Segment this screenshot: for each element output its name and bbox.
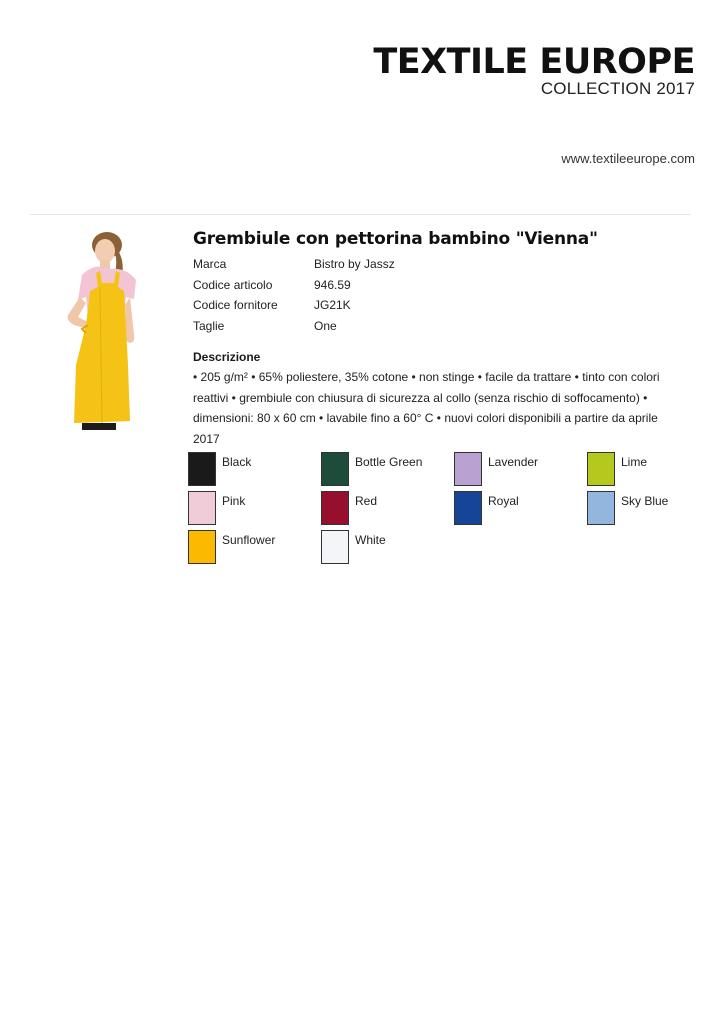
description-heading: Descrizione bbox=[193, 349, 261, 364]
spec-row-article-code bbox=[193, 275, 693, 296]
spec-value: JG21K bbox=[314, 298, 351, 313]
spec-value: One bbox=[314, 319, 337, 334]
spec-row-supplier-code bbox=[193, 295, 693, 316]
spec-value: 946.59 bbox=[314, 277, 351, 292]
swatch-box bbox=[188, 452, 216, 486]
swatch-box bbox=[321, 491, 349, 525]
swatch-label: Lime bbox=[621, 455, 648, 469]
swatch-label: Red bbox=[355, 494, 378, 508]
spec-label: Codice fornitore bbox=[193, 298, 278, 313]
brand-logo bbox=[373, 42, 695, 98]
brand-title: TEXTILE EUROPE bbox=[373, 42, 695, 82]
color-swatch bbox=[321, 530, 454, 564]
spec-row-brand bbox=[193, 254, 693, 275]
color-swatch bbox=[587, 491, 707, 525]
color-swatch bbox=[188, 491, 321, 525]
color-swatches bbox=[188, 452, 708, 564]
brand-subtitle: COLLECTION 2017 bbox=[540, 79, 695, 98]
swatch-box bbox=[188, 491, 216, 525]
swatch-label: Bottle Green bbox=[355, 455, 423, 469]
website-link[interactable]: www.textileeurope.com bbox=[561, 151, 695, 166]
spec-label: Marca bbox=[193, 257, 227, 271]
swatch-label: White bbox=[355, 533, 386, 547]
swatch-box bbox=[188, 530, 216, 564]
divider bbox=[30, 214, 691, 215]
spec-value: Bistro by Jassz bbox=[314, 257, 395, 271]
color-swatch bbox=[188, 530, 321, 564]
swatch-label: Royal bbox=[488, 494, 519, 508]
swatch-box bbox=[321, 452, 349, 486]
spec-label: Codice articolo bbox=[193, 277, 273, 292]
color-swatch bbox=[188, 452, 321, 486]
swatch-label: Pink bbox=[222, 494, 246, 508]
color-swatch bbox=[321, 491, 454, 525]
swatch-box bbox=[454, 452, 482, 486]
swatch-box bbox=[454, 491, 482, 525]
swatch-box bbox=[321, 530, 349, 564]
swatch-box bbox=[587, 491, 615, 525]
description-text: • 205 g/m² • 65% poliestere, 35% cotone • non stinge • facile da trattare • tinto con colori reattivi • grembiule con chiusura di sicurezza al collo (senza rischio di soffocamento) • dimensioni: 80 x 60 cm • lavabile fino a 60° C • nuovi colori disponibili a partire da aprile 2017 bbox=[193, 369, 660, 446]
swatch-label: Black bbox=[222, 455, 252, 469]
color-swatch bbox=[454, 452, 587, 486]
swatch-box bbox=[587, 452, 615, 486]
spec-label: Taglie bbox=[193, 319, 225, 334]
swatch-label: Sunflower bbox=[222, 533, 276, 547]
swatch-label: Lavender bbox=[488, 455, 539, 469]
product-photo bbox=[30, 225, 170, 440]
product-info bbox=[193, 227, 693, 450]
color-swatch bbox=[454, 491, 587, 525]
product-title: Grembiule con pettorina bambino "Vienna" bbox=[193, 229, 598, 249]
swatch-label: Sky Blue bbox=[621, 494, 669, 508]
color-swatch bbox=[587, 452, 707, 486]
color-swatch bbox=[321, 452, 454, 486]
spec-row-sizes bbox=[193, 316, 693, 337]
